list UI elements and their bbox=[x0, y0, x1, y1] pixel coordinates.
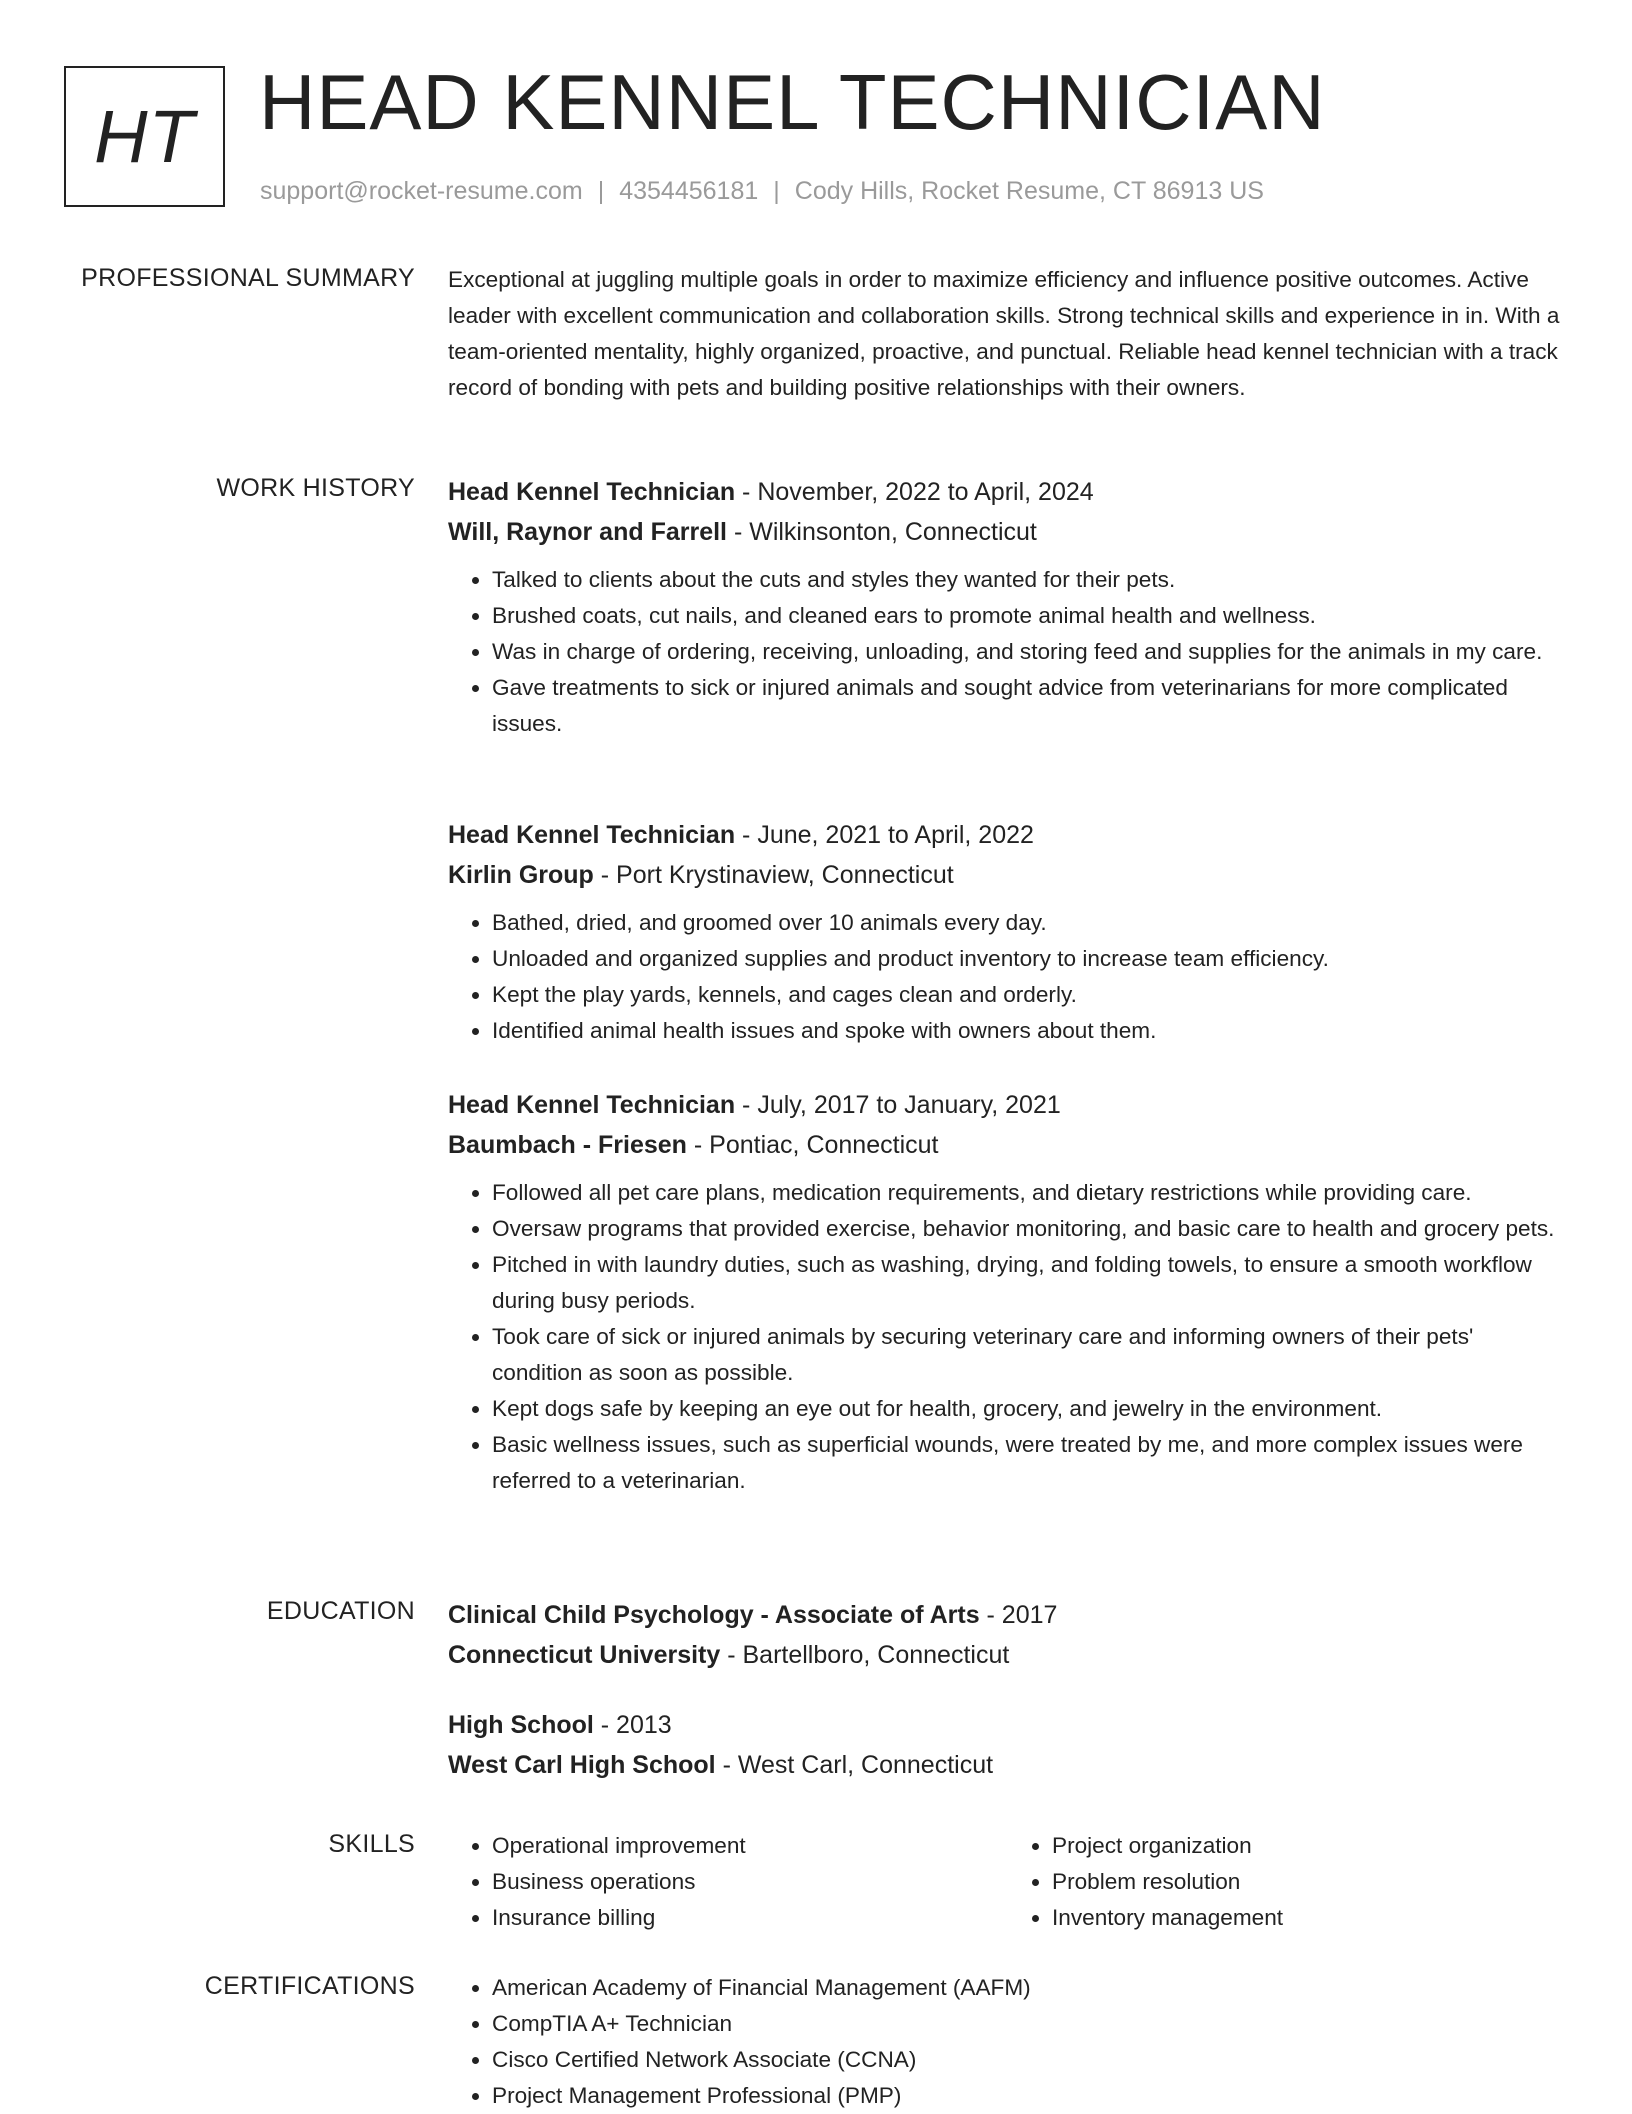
certifications-list bbox=[448, 1970, 1568, 2114]
job-entry bbox=[448, 1085, 1568, 1499]
list-item: • Unloaded and organized supplies and product inventory to increase team efficiency. bbox=[492, 941, 1568, 977]
edu-school: West Carl High School bbox=[448, 1751, 716, 1779]
job-company: Baumbach - Friesen bbox=[448, 1131, 687, 1159]
contact-phone: 4354456181 bbox=[619, 177, 759, 205]
job-title-line bbox=[448, 472, 1568, 512]
job-company-line bbox=[448, 855, 1568, 895]
list-item: • Took care of sick or injured animals by securing veterinary care and informing owners of their pets' condition as soon as possible. bbox=[492, 1319, 1568, 1391]
list-item: • CompTIA A+ Technician bbox=[492, 2006, 1568, 2042]
resume-body bbox=[0, 262, 1632, 2114]
section-label-skills: SKILLS bbox=[328, 1830, 415, 1858]
job-dates: - November, 2022 to April, 2024 bbox=[735, 478, 1094, 506]
skills-body bbox=[448, 1828, 1568, 1970]
skills-section bbox=[0, 1828, 1632, 1970]
job-dates: - June, 2021 to April, 2022 bbox=[735, 821, 1034, 849]
section-label-summary: PROFESSIONAL SUMMARY bbox=[81, 264, 415, 292]
list-item: • Was in charge of ordering, receiving, unloading, and storing feed and supplies for the animals in my care. bbox=[492, 634, 1568, 670]
list-item: • Project organization bbox=[1052, 1828, 1568, 1864]
edu-location: - Bartellboro, Connecticut bbox=[720, 1641, 1010, 1669]
section-label-education: EDUCATION bbox=[266, 1597, 415, 1625]
list-item: • Identified animal health issues and spoke with owners about them. bbox=[492, 1013, 1568, 1049]
job-title-line bbox=[448, 815, 1568, 855]
job-title: Head Kennel Technician bbox=[448, 1091, 736, 1119]
list-item: • Pitched in with laundry duties, such as washing, drying, and folding towels, to ensure a smooth workflow during busy periods. bbox=[492, 1247, 1568, 1319]
edu-degree: High School bbox=[448, 1711, 594, 1739]
job-company-line bbox=[448, 512, 1568, 552]
list-item: • Problem resolution bbox=[1052, 1864, 1568, 1900]
list-item: • Brushed coats, cut nails, and cleaned ears to promote animal health and wellness. bbox=[492, 598, 1568, 634]
edu-degree: Clinical Child Psychology - Associate of Arts bbox=[448, 1601, 980, 1629]
contact-line bbox=[260, 174, 1264, 208]
job-duties-list bbox=[448, 562, 1568, 742]
edu-year: - 2017 bbox=[979, 1601, 1058, 1629]
certifications-section bbox=[0, 1970, 1632, 2114]
list-item: • Basic wellness issues, such as superficial wounds, were treated by me, and more complex issues were referred to a veterinarian. bbox=[492, 1427, 1568, 1499]
education-body bbox=[448, 1595, 1568, 1828]
work-history-body bbox=[448, 472, 1568, 1595]
list-item: • Business operations bbox=[492, 1864, 1008, 1900]
edu-year: - 2013 bbox=[593, 1711, 672, 1739]
edu-location: - West Carl, Connecticut bbox=[715, 1751, 994, 1779]
contact-email: support@rocket-resume.com bbox=[260, 177, 583, 205]
job-company: Kirlin Group bbox=[448, 861, 594, 889]
list-item: • Kept the play yards, kennels, and cages clean and orderly. bbox=[492, 977, 1568, 1013]
list-item: • American Academy of Financial Management (AAFM) bbox=[492, 1970, 1568, 2006]
certifications-body bbox=[448, 1970, 1568, 2114]
job-entry bbox=[448, 815, 1568, 1085]
list-item: • Gave treatments to sick or injured animals and sought advice from veterinarians for more complicated issues. bbox=[492, 670, 1568, 742]
list-item: • Kept dogs safe by keeping an eye out for health, grocery, and jewelry in the environment. bbox=[492, 1391, 1568, 1427]
list-item: • Bathed, dried, and groomed over 10 animals every day. bbox=[492, 905, 1568, 941]
summary-body bbox=[448, 262, 1568, 472]
education-entry bbox=[448, 1595, 1568, 1705]
skills-list-left bbox=[448, 1828, 1008, 1970]
job-title-line bbox=[448, 1085, 1568, 1125]
work-history-section bbox=[0, 472, 1632, 1595]
job-location: - Port Krystinaview, Connecticut bbox=[593, 861, 954, 889]
job-dates: - July, 2017 to January, 2021 bbox=[735, 1091, 1061, 1119]
contact-address: Cody Hills, Rocket Resume, CT 86913 US bbox=[794, 177, 1264, 205]
job-duties-list bbox=[448, 1175, 1568, 1499]
list-item: • Operational improvement bbox=[492, 1828, 1008, 1864]
summary-text: Exceptional at juggling multiple goals in order to maximize efficiency and influence positive outcomes. Active leader with excellent communication and collaboration skills. Strong technical skills and experience in in. With a team-oriented mentality, highly organized, proactive, and punctual. Reliable head kennel technician with a track record of bonding with pets and building positive relationships with their owners. bbox=[448, 267, 1560, 400]
job-title: Head Kennel Technician bbox=[448, 821, 736, 849]
contact-separator: | bbox=[597, 177, 605, 205]
job-company-line bbox=[448, 1125, 1568, 1165]
edu-degree-line bbox=[448, 1595, 1568, 1635]
list-item: • Followed all pet care plans, medication requirements, and dietary restrictions while providing care. bbox=[492, 1175, 1568, 1211]
list-item: • Inventory management bbox=[1052, 1900, 1568, 1936]
skills-list-right bbox=[1008, 1828, 1568, 1970]
job-company: Will, Raynor and Farrell bbox=[448, 518, 728, 546]
job-duties-list bbox=[448, 905, 1568, 1049]
education-section bbox=[0, 1595, 1632, 1828]
edu-school: Connecticut University bbox=[448, 1641, 721, 1669]
section-label-certifications: CERTIFICATIONS bbox=[204, 1972, 415, 2000]
contact-separator: | bbox=[773, 177, 780, 205]
edu-school-line bbox=[448, 1745, 1568, 1785]
resume-title: HEAD KENNEL TECHNICIAN bbox=[259, 58, 1326, 146]
list-item: • Project Management Professional (PMP) bbox=[492, 2078, 1568, 2114]
section-label-work-history: WORK HISTORY bbox=[216, 474, 415, 502]
edu-school-line bbox=[448, 1635, 1568, 1675]
list-item: • Talked to clients about the cuts and styles they wanted for their pets. bbox=[492, 562, 1568, 598]
job-location: - Wilkinsonton, Connecticut bbox=[727, 518, 1037, 546]
monogram-initials: HT bbox=[64, 66, 225, 207]
job-location: - Pontiac, Connecticut bbox=[686, 1131, 939, 1159]
edu-degree-line bbox=[448, 1705, 1568, 1745]
job-entry bbox=[448, 472, 1568, 815]
summary-section bbox=[0, 262, 1632, 472]
list-item: • Cisco Certified Network Associate (CCNA) bbox=[492, 2042, 1568, 2078]
list-item: • Insurance billing bbox=[492, 1900, 1008, 1936]
list-item: • Oversaw programs that provided exercise, behavior monitoring, and basic care to health and grocery pets. bbox=[492, 1211, 1568, 1247]
education-entry bbox=[448, 1705, 1568, 1785]
job-title: Head Kennel Technician bbox=[448, 478, 736, 506]
